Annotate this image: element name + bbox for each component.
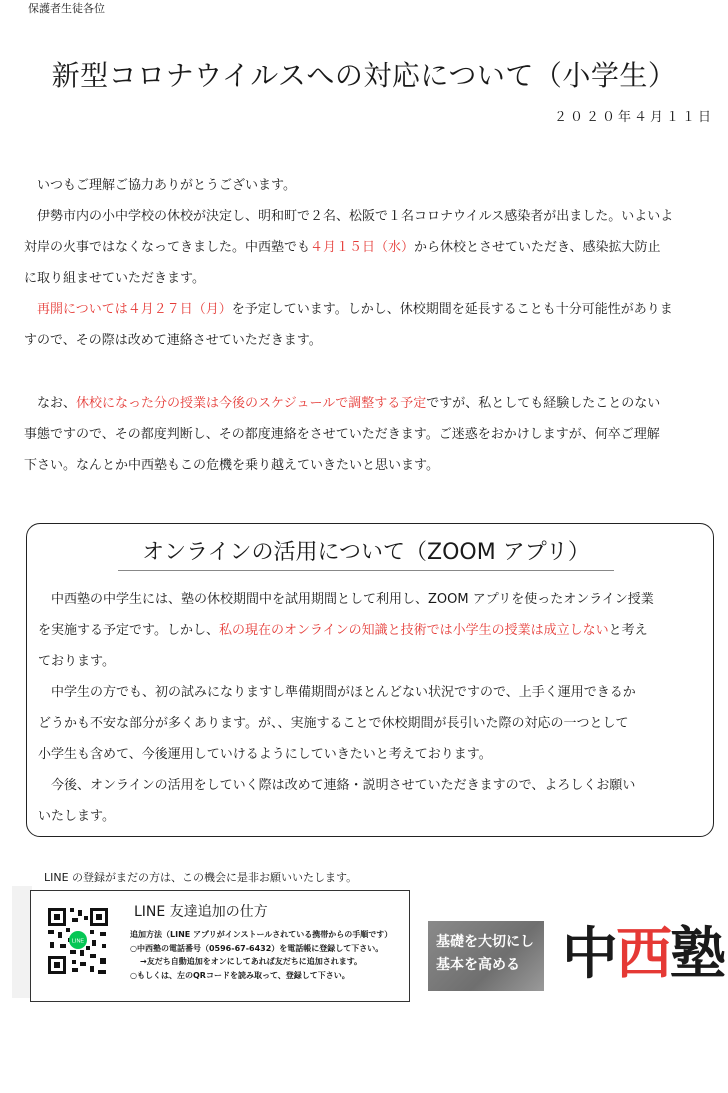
online-line-3: ております。 [38, 654, 115, 669]
online-line-2 [38, 615, 708, 646]
slogan-line-2: 基本を高める [436, 957, 520, 973]
online-text: と考え [608, 623, 648, 638]
online-paragraph [38, 584, 708, 832]
school-name-char-2: 西 [616, 922, 670, 987]
slogan-line-1: 基礎を大切にし [436, 934, 534, 950]
online-section-title: オンラインの活用について（ZOOM アプリ） [118, 535, 614, 571]
online-line-1: 中西塾の中学生には、塾の休校期間中を試用期間として利用し、ZOOM アプリを使ったオンライン授業 [51, 592, 654, 607]
schedule-text: なお、 [37, 396, 77, 411]
line-step: ○中西塾の電話番号（0596-67-6432）を電話帳に登録して下さい。 [130, 943, 384, 953]
document-date: ２０２０年４月１１日 [553, 110, 714, 125]
schedule-line-2: 事態ですので、その都度判断し、その都度連絡をさせていただきます。ご迷惑をおかけしますが、何卒ご理解 [24, 427, 660, 442]
closure-line-2 [24, 232, 724, 263]
online-line-5: どうかも不安な部分が多くあります。が、、実施することで休校期間が長引いた際の対応の一つとして [38, 716, 629, 731]
school-slogan-banner [428, 921, 544, 991]
online-line-7: 今後、オンラインの活用をしていく際は改めて連絡・説明させていただきますので、よろしくお願い [51, 778, 636, 793]
line-panel-title: LINE 友達追加の仕方 [134, 904, 268, 920]
online-highlight: 私の現在のオンラインの知識と技術では小学生の授業は成立しない [218, 623, 609, 638]
line-registration-note: LINE の登録がまだの方は、この機会に是非お願いいたします。 [44, 871, 358, 884]
line-step: →友だち自動追加をオンにしてあれば友だちに追加されます。 [140, 957, 363, 966]
closure-line-1: 伊勢市内の小中学校の休校が決定し、明和町で２名、松阪で１名コロナウイルス感染者が出ました。いよいよ [37, 209, 674, 224]
schedule-highlight: 休校になった分の授業は今後のスケジュールで調整する予定 [76, 396, 427, 411]
reopen-text: を予定しています。しかし、休校期間を延長することも十分可能性がありま [231, 302, 673, 317]
closure-text: から休校とさせていただき、感染拡大防止 [414, 240, 661, 255]
body-paragraph-schedule [24, 388, 724, 481]
reopen-line-1 [24, 294, 724, 325]
schedule-text: ですが、私としても経験したことのない [426, 396, 661, 411]
school-name-char-3: 塾 [670, 922, 724, 987]
body-paragraph-closure [24, 201, 724, 294]
closure-line-3: に取り組ませていただきます。 [24, 271, 205, 286]
online-line-4: 中学生の方でも、初の試みになりますし準備期間がほとんどない状況ですので、上手く運用できるか [51, 685, 636, 700]
reopen-line-2: すので、その際は改めて連絡させていただきます。 [24, 333, 322, 348]
online-text: を実施する予定です。しかし、 [38, 623, 219, 638]
school-logo [562, 920, 724, 990]
greeting-line: いつもご理解ご協力ありがとうございます。 [37, 178, 296, 193]
line-steps [130, 928, 410, 982]
schedule-line-1 [24, 388, 724, 419]
page-title: 新型コロナウイルスへの対応について（小学生） [51, 59, 677, 92]
line-step: ○もしくは、左のQRコードを読み取って、登録して下さい。 [130, 970, 350, 980]
reopen-date-highlight: 再開については４月２７日（月） [37, 302, 232, 317]
line-panel-shadow [12, 886, 32, 998]
line-step: 追加方法（LINE アプリがインストールされている携帯からの手順です） [130, 930, 393, 939]
online-line-6: 小学生も含めて、今後運用していけるようにしていきたいと考えております。 [38, 747, 492, 762]
closure-date-highlight: ４月１５日（水） [310, 240, 415, 255]
schedule-line-3: 下さい。なんとか中西塾もこの危機を乗り越えていきたいと思います。 [24, 458, 439, 473]
body-paragraph-reopen [24, 294, 724, 356]
addressee: 保護者生徒各位 [28, 2, 105, 15]
line-qr-code-icon[interactable] [46, 904, 110, 978]
closure-text: 対岸の火事ではなくなってきました。中西塾でも [24, 240, 311, 255]
body-paragraph-greeting [24, 170, 724, 201]
online-line-8: いたします。 [38, 809, 115, 824]
qr-badge-text: LINE [71, 938, 85, 945]
school-name-char-1: 中 [562, 922, 616, 987]
